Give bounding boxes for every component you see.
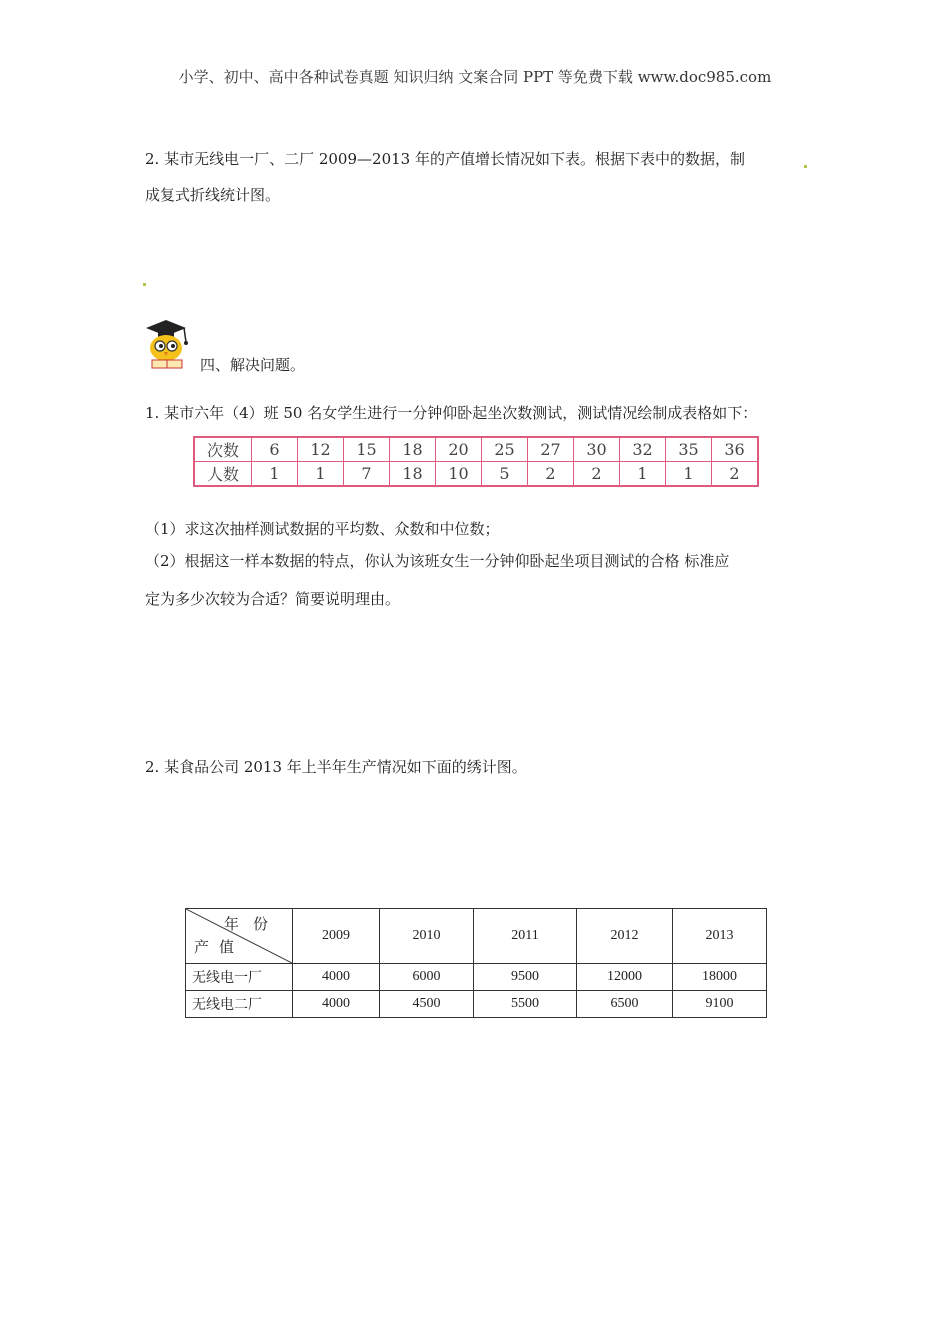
decorative-dot bbox=[804, 165, 807, 168]
table-row bbox=[194, 462, 758, 487]
year-header: 2009 bbox=[293, 909, 380, 964]
table-cell: 6500 bbox=[577, 991, 673, 1018]
table-cell: 27 bbox=[528, 437, 574, 462]
table-cell: 2 bbox=[574, 462, 620, 487]
table-row bbox=[186, 991, 767, 1018]
table-row bbox=[186, 964, 767, 991]
row-label-counts: 次数 bbox=[194, 437, 252, 462]
table-cell: 15 bbox=[344, 437, 390, 462]
year-header: 2010 bbox=[380, 909, 474, 964]
question-2-text: 2. 某食品公司 2013 年上半年生产情况如下面的绣计图。 bbox=[145, 758, 527, 776]
table-cell: 10 bbox=[436, 462, 482, 487]
table-cell: 9500 bbox=[474, 964, 577, 991]
table-cell: 30 bbox=[574, 437, 620, 462]
prev-question-line1: 2. 某市无线电一厂、二厂 2009—2013 年的产值增长情况如下表。根据下表中的数据，制 bbox=[145, 150, 745, 168]
owl-graduate-mascot-icon bbox=[140, 316, 196, 372]
table-cell: 1 bbox=[666, 462, 712, 487]
table-cell: 35 bbox=[666, 437, 712, 462]
decorative-dot bbox=[143, 283, 146, 286]
corner-header-cell bbox=[186, 909, 293, 964]
table-cell: 9100 bbox=[673, 991, 767, 1018]
table-cell: 4000 bbox=[293, 964, 380, 991]
table-cell: 12 bbox=[298, 437, 344, 462]
table-cell: 20 bbox=[436, 437, 482, 462]
table-cell: 36 bbox=[712, 437, 759, 462]
table-row bbox=[194, 437, 758, 462]
question-1-sub1: （1）求这次抽样测试数据的平均数、众数和中位数； bbox=[145, 520, 500, 538]
table-cell: 32 bbox=[620, 437, 666, 462]
table-cell: 2 bbox=[712, 462, 759, 487]
corner-label-output: 产值 bbox=[194, 940, 245, 956]
table-cell: 1 bbox=[298, 462, 344, 487]
table-cell: 7 bbox=[344, 462, 390, 487]
table-cell: 2 bbox=[528, 462, 574, 487]
year-header: 2011 bbox=[474, 909, 577, 964]
row-label: 无线电二厂 bbox=[186, 991, 293, 1018]
table-cell: 1 bbox=[252, 462, 298, 487]
table-cell: 12000 bbox=[577, 964, 673, 991]
table-header-row bbox=[186, 909, 767, 964]
year-header: 2013 bbox=[673, 909, 767, 964]
table-cell: 18 bbox=[390, 437, 436, 462]
table-cell: 18000 bbox=[673, 964, 767, 991]
table-cell: 5500 bbox=[474, 991, 577, 1018]
section-title: 四、解决问题。 bbox=[200, 356, 306, 374]
table-cell: 6000 bbox=[380, 964, 474, 991]
question-1-text: 1. 某市六年（4）班 50 名女学生进行一分钟仰卧起坐次数测试，测试情况绘制成表格如下： bbox=[145, 404, 758, 422]
factory-output-table bbox=[185, 908, 767, 1018]
situp-frequency-table bbox=[193, 436, 759, 487]
question-1-sub2-line2: 定为多少次较为合适？简要说明理由。 bbox=[145, 590, 401, 608]
year-header: 2012 bbox=[577, 909, 673, 964]
table-cell: 4000 bbox=[293, 991, 380, 1018]
prev-question-line2: 成复式折线统计图。 bbox=[145, 186, 281, 204]
page-header: 小学、初中、高中各种试卷真题 知识归纳 文案合同 PPT 等免费下载 www.doc985.com bbox=[178, 68, 772, 86]
corner-label-year: 年份 bbox=[223, 917, 282, 933]
table-cell: 5 bbox=[482, 462, 528, 487]
table-cell: 25 bbox=[482, 437, 528, 462]
question-1-sub2-line1: （2）根据这一样本数据的特点，你认为该班女生一分钟仰卧起坐项目测试的合格 标准应 bbox=[145, 552, 730, 570]
row-label: 无线电一厂 bbox=[186, 964, 293, 991]
table-cell: 1 bbox=[620, 462, 666, 487]
table-cell: 6 bbox=[252, 437, 298, 462]
row-label-people: 人数 bbox=[194, 462, 252, 487]
table-cell: 18 bbox=[390, 462, 436, 487]
table-cell: 4500 bbox=[380, 991, 474, 1018]
